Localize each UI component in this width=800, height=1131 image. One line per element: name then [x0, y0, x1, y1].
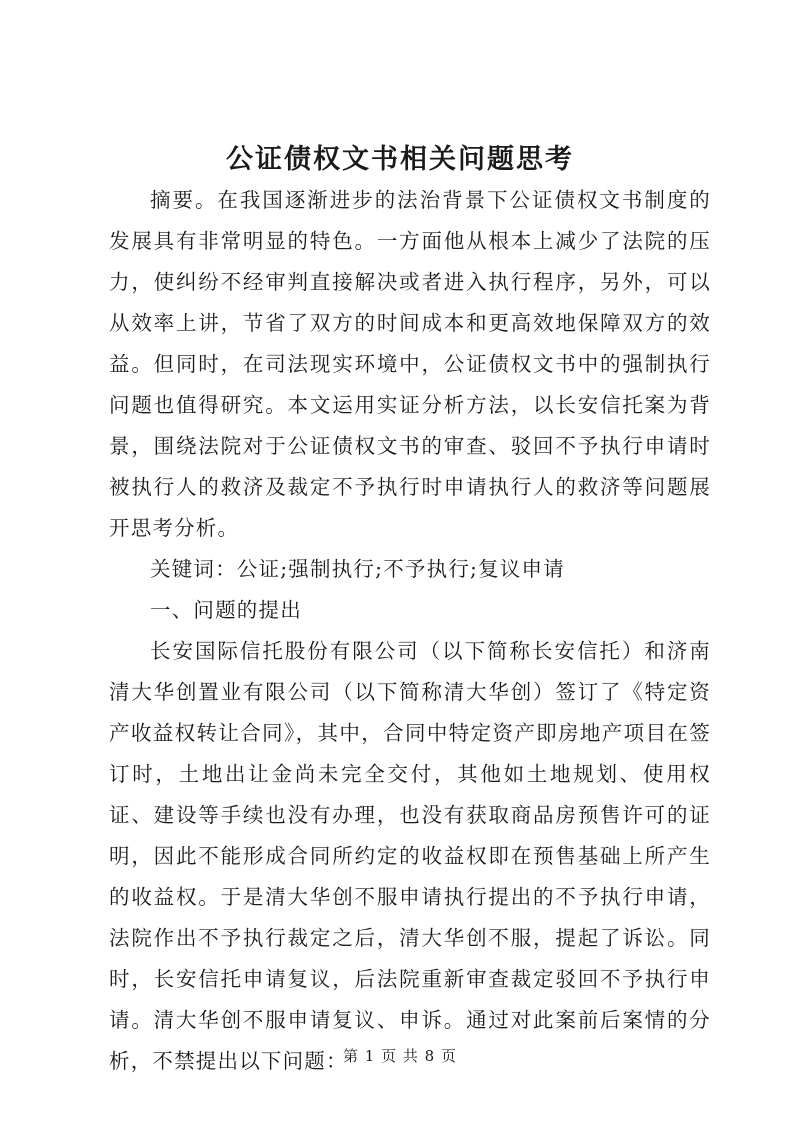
abstract-paragraph: 摘要。在我国逐渐进步的法治背景下公证债权文书制度的发展具有非常明显的特色。一方面他从根本上减少了法院的压力，使纠纷不经审判直接解决或者进入执行程序，另外，可以从效率上讲，节省了双方的时间成本和更高效地保障双方的效益。但同时，在司法现实环境中，公证债权文书中的强制执行问题也值得研究。本文运用实证分析方法，以长安信托案为背景，围绕法院对于公证债权文书的审查、驳回不予执行申请时被执行人的救济及裁定不予执行时申请执行人的救济等问题展开思考分析。 [109, 188, 711, 540]
document-body [109, 180, 711, 1082]
document-title: 公证债权文书相关问题思考 [226, 144, 574, 175]
section-body-paragraph: 长安国际信托股份有限公司（以下简称长安信托）和济南清大华创置业有限公司（以下简称清大华创）签订了《特定资产收益权转让合同》，其中，合同中特定资产即房地产项目在签订时，土地出让金尚未完全交付，其他如土地规划、使用权证、建设等手续也没有办理，也没有获取商品房预售许可的证明，因此不能形成合同所约定的收益权即在预售基础上所产生的收益权。于是清大华创不服申请执行提出的不予执行申请，法院作出不予执行裁定之后，清大华创不服，提起了诉讼。同时，长安信托申请复议，后法院重新审查裁定驳回不予执行申请。清大华创不服申请复议、申诉。通过对此案前后案情的分析，不禁提出以下问题： [109, 639, 711, 1073]
page-footer: 第 1 页 共 8 页 [343, 1047, 457, 1065]
keywords-paragraph: 关键词：公证;强制执行;不予执行;复议申请 [150, 557, 565, 581]
section-heading: 一、问题的提出 [150, 598, 302, 622]
